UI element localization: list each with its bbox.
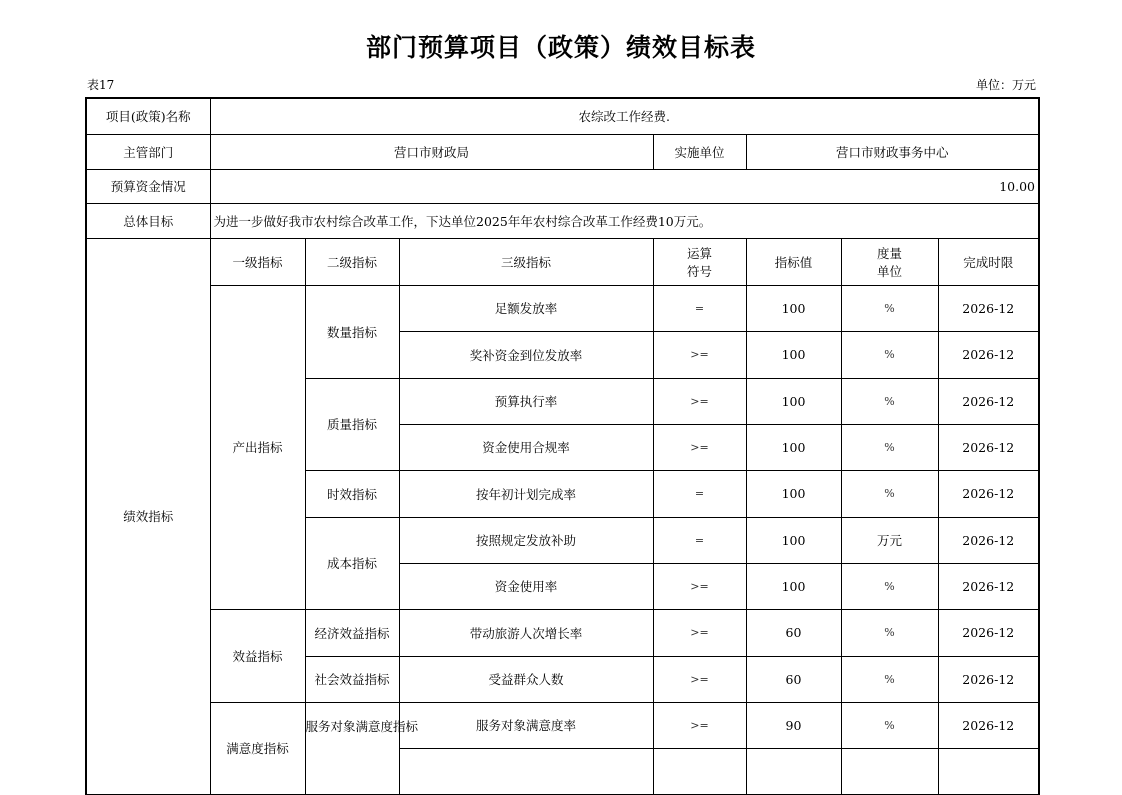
indicator-value: 100 [746, 424, 841, 470]
department-label: 主管部门 [86, 134, 210, 169]
indicator-unit: % [841, 609, 938, 656]
indicator-name: 按年初计划完成率 [399, 470, 653, 517]
indicator-deadline [938, 748, 1039, 794]
indicator-deadline: 2026-12 [938, 470, 1039, 517]
indicator-value: 100 [746, 470, 841, 517]
level2-social: 社会效益指标 [305, 656, 399, 702]
indicator-operator: >= [653, 331, 746, 378]
indicator-operator: >= [653, 702, 746, 748]
indicator-deadline: 2026-12 [938, 331, 1039, 378]
indicator-deadline: 2026-12 [938, 517, 1039, 563]
header-deadline: 完成时限 [938, 238, 1039, 285]
level2-cost: 成本指标 [305, 517, 399, 609]
indicator-unit [841, 748, 938, 794]
indicator-value: 100 [746, 285, 841, 331]
indicator-unit: 万元 [841, 517, 938, 563]
indicator-name: 资金使用合规率 [399, 424, 653, 470]
indicator-value: 100 [746, 563, 841, 609]
indicator-value [746, 748, 841, 794]
performance-table [85, 97, 1040, 795]
indicator-name: 资金使用率 [399, 563, 653, 609]
indicator-name: 受益群众人数 [399, 656, 653, 702]
project-name-value: 农综改工作经费. [210, 98, 1039, 134]
department-value: 营口市财政局 [210, 134, 653, 169]
indicator-name: 奖补资金到位发放率 [399, 331, 653, 378]
level2-quantity: 数量指标 [305, 285, 399, 378]
project-name-label: 项目(政策)名称 [86, 98, 210, 134]
indicator-name: 服务对象满意度率 [399, 702, 653, 748]
performance-table-container [85, 97, 1039, 756]
indicator-unit: % [841, 285, 938, 331]
indicator-name: 足额发放率 [399, 285, 653, 331]
indicator-unit: % [841, 470, 938, 517]
indicator-value: 90 [746, 702, 841, 748]
indicator-header-row [86, 238, 1039, 285]
header-operator-line2: 符号 [686, 263, 712, 279]
budget-row [86, 169, 1039, 203]
indicator-operator: = [653, 470, 746, 517]
level2-service-satisfaction-text: 服务对象满意度指标 [305, 718, 419, 734]
indicator-name: 按照规定发放补助 [399, 517, 653, 563]
indicator-operator: >= [653, 563, 746, 609]
indicator-value: 100 [746, 331, 841, 378]
indicator-row [86, 609, 1039, 656]
indicator-operator: = [653, 517, 746, 563]
indicator-value: 100 [746, 517, 841, 563]
overall-goal-row [86, 203, 1039, 238]
header-unit-line2: 单位 [876, 263, 902, 279]
header-value: 指标值 [746, 238, 841, 285]
indicator-unit: % [841, 424, 938, 470]
overall-goal-value: 为进一步做好我市农村综合改革工作，下达单位2025年年农村综合改革工作经费10万元。 [210, 203, 1039, 238]
header-level2: 二级指标 [305, 238, 399, 285]
page-title: 部门预算项目（政策）绩效目标表 [365, 33, 756, 62]
level1-satisfaction: 满意度指标 [210, 702, 305, 794]
indicator-deadline: 2026-12 [938, 702, 1039, 748]
unit-label: 单位：万元 [975, 78, 1036, 92]
header-operator [653, 238, 746, 285]
implementing-unit-value: 营口市财政事务中心 [746, 134, 1039, 169]
indicator-unit: % [841, 563, 938, 609]
project-name-row [86, 98, 1039, 134]
indicator-operator: = [653, 285, 746, 331]
indicator-operator: >= [653, 609, 746, 656]
header-level3: 三级指标 [399, 238, 653, 285]
indicator-unit: % [841, 378, 938, 424]
indicator-deadline: 2026-12 [938, 285, 1039, 331]
indicator-deadline: 2026-12 [938, 563, 1039, 609]
header-level1: 一级指标 [210, 238, 305, 285]
header-unit-line1: 度量 [876, 245, 902, 261]
indicator-value: 60 [746, 609, 841, 656]
header-operator-line1: 运算 [686, 245, 712, 261]
indicator-deadline: 2026-12 [938, 378, 1039, 424]
overall-goal-label: 总体目标 [86, 203, 210, 238]
budget-value: 10.00 [210, 169, 1039, 203]
indicator-name [399, 748, 653, 794]
indicator-unit: % [841, 331, 938, 378]
level1-benefit: 效益指标 [210, 609, 305, 702]
indicator-unit: % [841, 702, 938, 748]
indicator-name: 带动旅游人次增长率 [399, 609, 653, 656]
indicator-deadline: 2026-12 [938, 656, 1039, 702]
indicator-row [86, 285, 1039, 331]
header-unit [841, 238, 938, 285]
budget-label: 预算资金情况 [86, 169, 210, 203]
level2-timeliness: 时效指标 [305, 470, 399, 517]
indicator-operator [653, 748, 746, 794]
indicator-operator: >= [653, 378, 746, 424]
indicator-unit: % [841, 656, 938, 702]
performance-indicator-label: 绩效指标 [86, 238, 210, 794]
indicator-deadline: 2026-12 [938, 424, 1039, 470]
level2-service-satisfaction [305, 702, 419, 794]
indicator-deadline: 2026-12 [938, 609, 1039, 656]
indicator-row [86, 702, 1039, 748]
level1-output: 产出指标 [210, 285, 305, 609]
level2-quality: 质量指标 [305, 378, 399, 470]
indicator-operator: >= [653, 424, 746, 470]
indicator-value: 100 [746, 378, 841, 424]
indicator-operator: >= [653, 656, 746, 702]
level2-economic: 经济效益指标 [305, 609, 399, 656]
indicator-value: 60 [746, 656, 841, 702]
implementing-unit-label: 实施单位 [653, 134, 746, 169]
department-row [86, 134, 1039, 169]
table-number: 表17 [87, 78, 115, 92]
indicator-name: 预算执行率 [399, 378, 653, 424]
